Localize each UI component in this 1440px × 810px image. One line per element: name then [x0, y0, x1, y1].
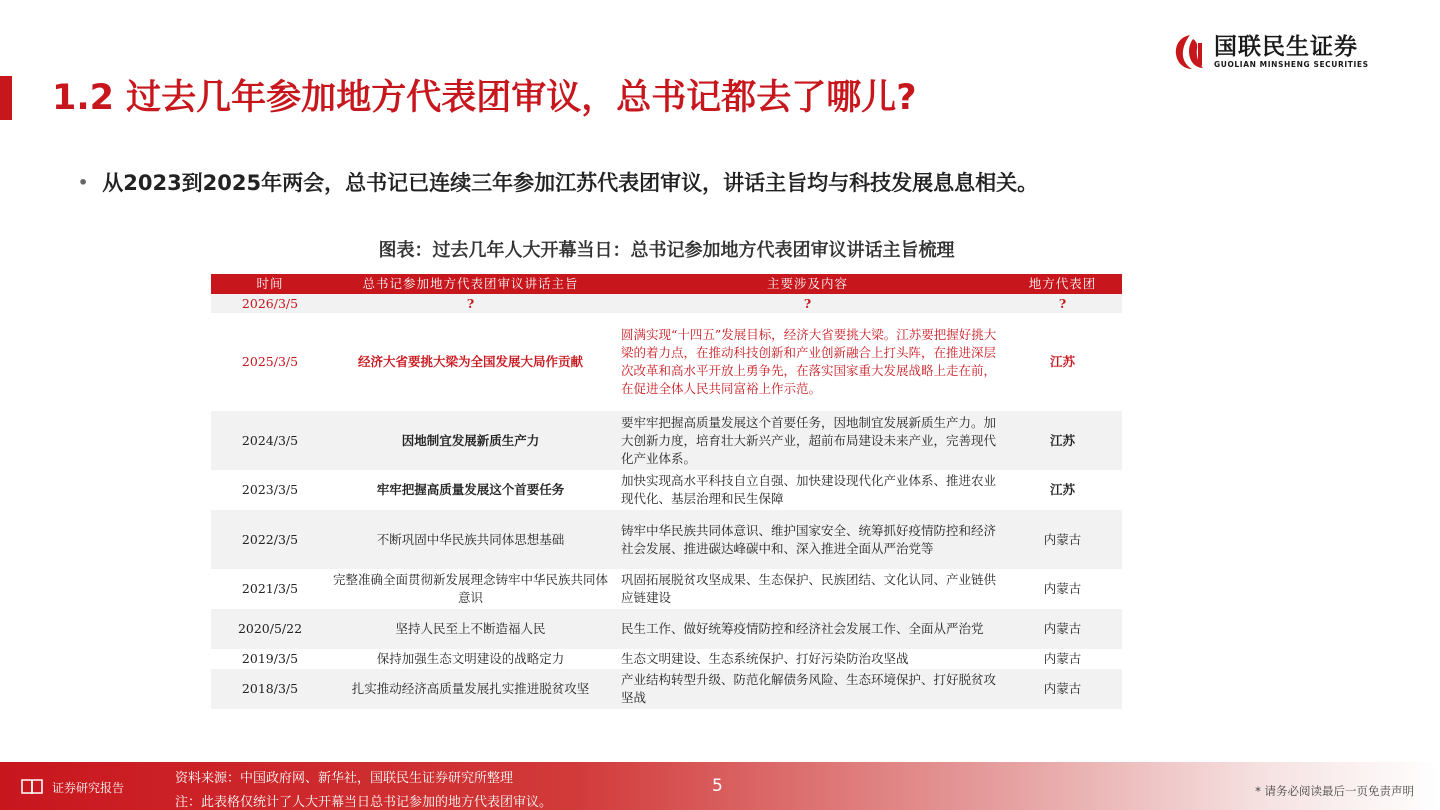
row-date: 2025/3/5 [241, 354, 299, 369]
row-date: 2021/3/5 [241, 581, 299, 596]
row-content: 要牢牢把握高质量发展这个首要任务，因地制宜发展新质生产力。加大创新力度，培育壮大新兴产业，超前布局建设未来产业，完善现代化产业体系。 [612, 411, 1003, 470]
row-content: 圆满实现“十四五”发展目标，经济大省要挑大梁。江苏要把握好挑大梁的着力点，在推动科技创新和产业创新融合上打头阵，在推进深层次改革和高水平开放上勇争先，在落实国家重大发展战略上走在前，在促进全体人民共同富裕上作示范。 [621, 327, 997, 396]
row-delegation: 内蒙古 [1003, 669, 1122, 709]
company-logo [1172, 32, 1369, 72]
row-theme: 经济大省要挑大梁为全国发展大局作贡献 [357, 354, 583, 369]
table-row [211, 510, 1122, 569]
row-date: 2024/3/5 [211, 411, 329, 470]
table-row [211, 294, 1122, 313]
header-content: 主要涉及内容 [612, 274, 1003, 294]
page-title: 1.2 过去几年参加地方代表团审议，总书记都去了哪儿? [52, 78, 917, 118]
row-delegation: 内蒙古 [1003, 510, 1122, 569]
row-theme: 不断巩固中华民族共同体思想基础 [329, 510, 612, 569]
row-delegation: 内蒙古 [1043, 651, 1082, 666]
row-delegation: 江苏 [1049, 482, 1075, 497]
logo-mark-icon [1172, 33, 1208, 71]
report-type-label: 证券研究报告 [52, 781, 125, 795]
title-accent-bar [0, 76, 12, 120]
row-delegation: ? [1003, 294, 1122, 313]
row-content: ? [612, 294, 1003, 313]
book-icon [20, 778, 44, 796]
row-date: 2023/3/5 [241, 482, 299, 497]
row-date: 2019/3/5 [241, 651, 299, 666]
row-delegation: 江苏 [1003, 411, 1122, 470]
table-row [211, 609, 1122, 649]
table-row [211, 470, 1122, 510]
row-content: 产业结构转型升级、防范化解债务风险、生态环境保护、打好脱贫攻坚战 [612, 669, 1003, 709]
header-delegation: 地方代表团 [1003, 274, 1122, 294]
key-point-text: 从2023到2025年两会，总书记已连续三年参加江苏代表团审议，讲话主旨均与科技发展息息相关。 [102, 171, 1039, 195]
delegation-review-table [211, 274, 1122, 709]
row-theme: 牢牢把握高质量发展这个首要任务 [376, 482, 565, 497]
data-source: 资料来源：中国政府网、新华社，国联民生证券研究所整理 [175, 771, 514, 786]
row-theme: 因地制宜发展新质生产力 [329, 411, 612, 470]
row-date: 2026/3/5 [211, 294, 329, 313]
table-note: 注：此表格仅统计了人大开幕当日总书记参加的地方代表团审议。 [175, 795, 553, 810]
table-row [211, 649, 1122, 669]
table-row [211, 411, 1122, 470]
row-content: 生态文明建设、生态系统保护、打好污染防治攻坚战 [621, 651, 909, 666]
row-content: 铸牢中华民族共同体意识、维护国家安全、统筹抓好疫情防控和经济社会发展、推进碳达峰碳中和、深入推进全面从严治党等 [612, 510, 1003, 569]
row-date: 2020/5/22 [211, 609, 329, 649]
logo-name-en: GUOLIAN MINSHENG SECURITIES [1214, 60, 1369, 69]
row-date: 2018/3/5 [211, 669, 329, 709]
row-theme: ? [329, 294, 612, 313]
key-point-bullet [78, 168, 1038, 200]
row-theme: 扎实推动经济高质量发展扎实推进脱贫攻坚 [329, 669, 612, 709]
row-content: 加快实现高水平科技自立自强、加快建设现代化产业体系、推进农业现代化、基层治理和民生保障 [621, 473, 997, 506]
row-content: 巩固拓展脱贫攻坚成果、生态保护、民族团结、文化认同、产业链供应链建设 [621, 572, 997, 605]
row-theme: 完整准确全面贯彻新发展理念铸牢中华民族共同体意识 [332, 572, 608, 605]
table-row [211, 569, 1122, 609]
row-delegation: 内蒙古 [1043, 581, 1082, 596]
row-content: 民生工作、做好统筹疫情防控和经济社会发展工作、全面从严治党 [612, 609, 1003, 649]
row-date: 2022/3/5 [211, 510, 329, 569]
row-delegation: 江苏 [1049, 354, 1075, 369]
row-theme: 保持加强生态文明建设的战略定力 [376, 651, 565, 666]
table-header-row [211, 274, 1122, 294]
logo-name-cn: 国联民生证券 [1214, 34, 1358, 60]
row-theme: 坚持人民至上不断造福人民 [329, 609, 612, 649]
table-row [211, 669, 1122, 709]
table-caption: 图表：过去几年人大开幕当日：总书记参加地方代表团审议讲话主旨梳理 [378, 240, 955, 261]
page-number: 5 [712, 776, 723, 796]
table-row [211, 313, 1122, 411]
row-delegation: 内蒙古 [1003, 609, 1122, 649]
disclaimer-notice: * 请务必阅读最后一页免责声明 [1255, 784, 1414, 798]
bullet-dot-icon: • [78, 173, 89, 192]
header-date: 时间 [211, 274, 329, 294]
header-theme: 总书记参加地方代表团审议讲话主旨 [329, 274, 612, 294]
